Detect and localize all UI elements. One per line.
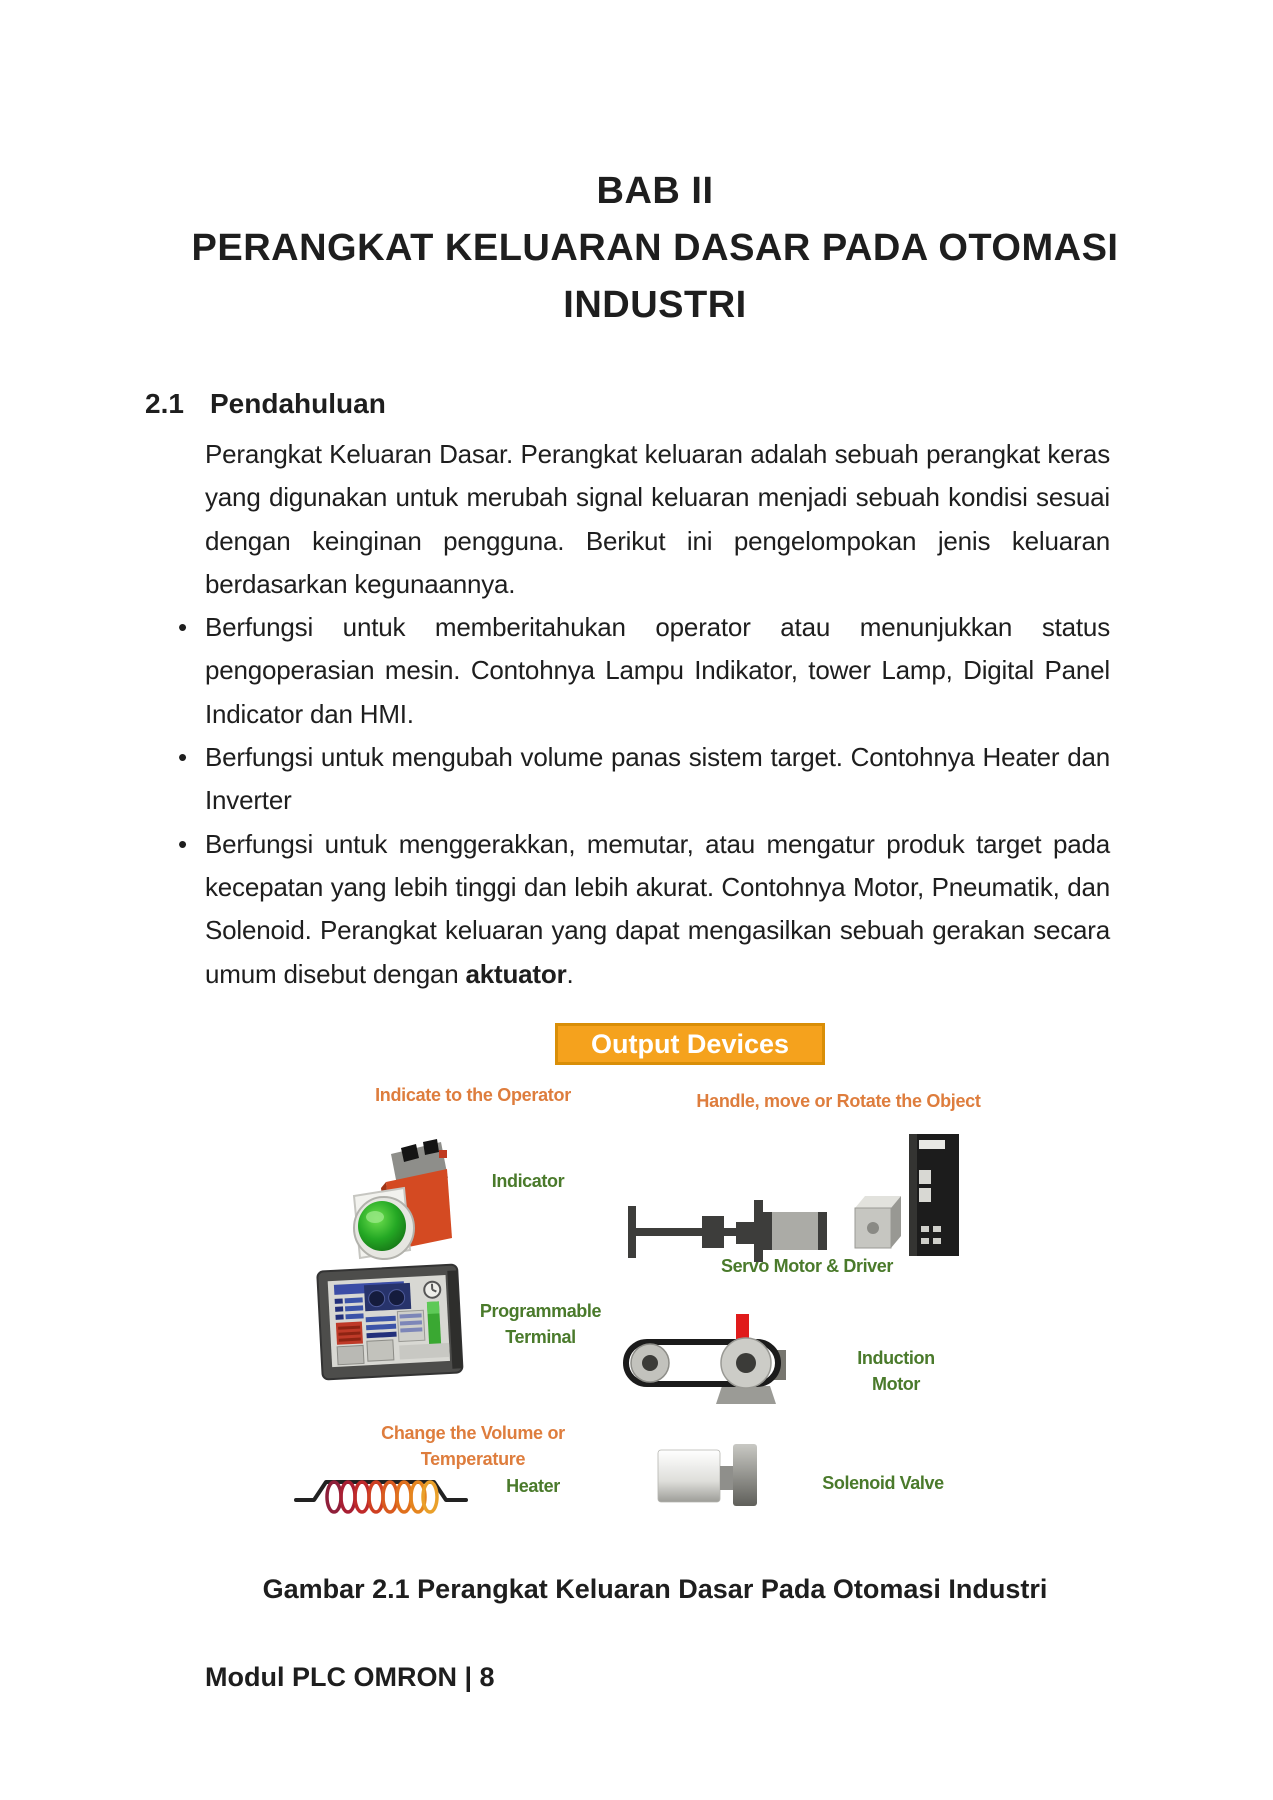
page-footer: Modul PLC OMRON | 8 (205, 1662, 495, 1692)
bullet-marker: • (178, 828, 188, 859)
chapter-title-line-3: INDUSTRI (563, 284, 747, 326)
bullet-bold-text: aktuator (465, 958, 567, 989)
figure-caption: Gambar 2.1 Perangkat Keluaran Dasar Pada Otomasi Industri (262, 1574, 1048, 1604)
bullet-text: Berfungsi untuk memberitahukan operator atau menunjukkan status pengoperasian mesin. Contohnya Lampu Indikator, tower Lamp, Digital Panel Indicator dan HMI. (205, 612, 1110, 729)
label-servo-motor-driver: Servo Motor & Driver (720, 1256, 894, 1276)
output-devices-banner: Output Devices (555, 1023, 825, 1065)
bullet-item-2 (178, 736, 1110, 823)
bullet-marker: • (178, 742, 188, 773)
heading-change-volume-temperature: Change the Volume or Temperature (381, 1423, 565, 1469)
heading-indicate-operator: Indicate to the Operator (375, 1085, 571, 1105)
label-programmable-terminal: Programmable Terminal (479, 1301, 602, 1347)
programmable-terminal-image (314, 1260, 466, 1388)
indicator-pushbutton-image (346, 1136, 466, 1276)
bullet-text: Berfungsi untuk mengubah volume panas sistem target. Contohnya Heater dan Inverter (205, 742, 1110, 816)
label-induction-motor: Induction Motor (857, 1348, 935, 1394)
servo-motor-driver-image (851, 1130, 966, 1265)
section-number: 2.1 (145, 388, 184, 419)
heading-handle-move-rotate: Handle, move or Rotate the Object (696, 1091, 981, 1111)
bullet-text: Berfungsi untuk menggerakkan, memutar, atau mengatur produk target pada kecepatan yang lebih tinggi dan lebih akurat. Contohnya Motor, Pneumatik, dan Solenoid. Perangkat keluaran yang dapat mengasilkan sebuah gerakan secara umum disebut dengan (205, 828, 1110, 989)
intro-paragraph: Perangkat Keluaran Dasar. Perangkat keluaran adalah sebuah perangkat keras yang digunakan untuk merubah signal keluaran menjadi sebuah kondisi sesuai dengan keinginan pengguna. Berikut ini pengelompokan jenis keluaran berdasarkan kegunaannya. (205, 439, 1110, 599)
induction-motor-image (618, 1312, 813, 1412)
chapter-title-line-1: BAB II (596, 170, 714, 212)
solenoid-valve-image (656, 1436, 768, 1514)
chapter-title (55, 163, 1255, 334)
heater-coil-image (294, 1460, 474, 1522)
bullet-marker: • (178, 612, 188, 643)
figure-output-devices (268, 1010, 1013, 1565)
body-text (178, 433, 1110, 996)
bullet-text-after: . (566, 958, 574, 989)
label-solenoid-valve: Solenoid Valve (822, 1473, 944, 1493)
bullet-item-1 (178, 606, 1110, 736)
section-heading (145, 388, 386, 420)
label-heater: Heater (506, 1476, 560, 1496)
section-title: Pendahuluan (210, 388, 386, 419)
bullet-item-3 (178, 823, 1110, 996)
chapter-title-line-2: PERANGKAT KELUARAN DASAR PADA OTOMASI (191, 227, 1119, 269)
label-indicator: Indicator (491, 1171, 565, 1191)
